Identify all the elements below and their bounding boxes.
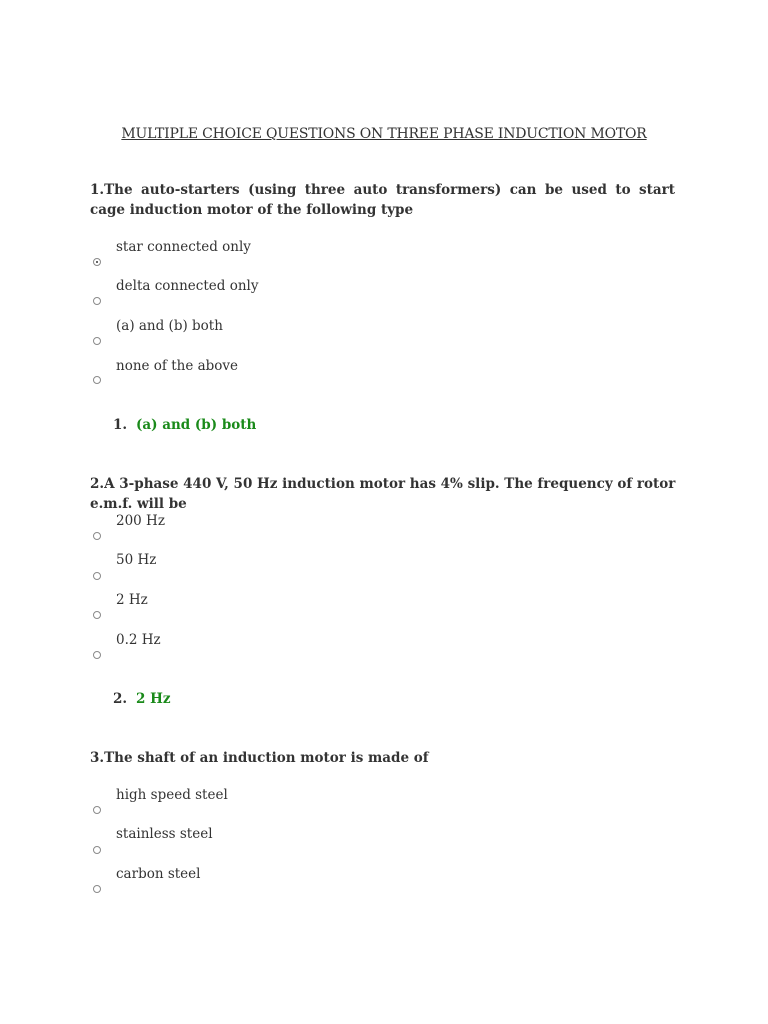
q1-option-1-label: star connected only	[116, 239, 251, 255]
q2-answer-text: 2 Hz	[136, 691, 171, 707]
q2-answer-number: 2.	[113, 691, 128, 707]
question-3-text: 3.The shaft of an induction motor is made of	[90, 750, 429, 766]
q3-option-3-radio[interactable]	[93, 885, 101, 893]
q3-option-2-radio[interactable]	[93, 846, 101, 854]
q3-option-1-label: high speed steel	[116, 787, 228, 803]
q2-option-1-radio[interactable]	[93, 532, 101, 540]
q3-option-3-label: carbon steel	[116, 866, 201, 882]
q1-answer-text: (a) and (b) both	[136, 417, 257, 433]
q3-option-2-label: stainless steel	[116, 826, 213, 842]
q1-option-1-radio[interactable]	[93, 258, 101, 266]
q2-option-2-radio[interactable]	[93, 572, 101, 580]
page-title: MULTIPLE CHOICE QUESTIONS ON THREE PHASE INDUCTION MOTOR	[121, 126, 647, 142]
q2-option-4-radio[interactable]	[93, 651, 101, 659]
q1-option-2-radio[interactable]	[93, 297, 101, 305]
q1-option-4-label: none of the above	[116, 358, 239, 374]
q2-option-3-label: 2 Hz	[116, 592, 148, 608]
question-2-text: 2.A 3-phase 440 V, 50 Hz induction motor has 4% slip. The frequency of rotor e.m.f. will be	[90, 476, 676, 512]
q2-option-2-label: 50 Hz	[116, 552, 157, 568]
q1-option-3-label: (a) and (b) both	[116, 318, 223, 334]
q3-option-1-radio[interactable]	[93, 806, 101, 814]
q2-option-4-label: 0.2 Hz	[116, 632, 161, 648]
q1-answer-number: 1.	[113, 417, 128, 433]
question-1-text: 1.The auto-starters (using three auto transformers) can be used to start cage induction motor of the following type	[90, 182, 675, 218]
q2-option-1-label: 200 Hz	[116, 513, 165, 529]
q1-option-2-label: delta connected only	[116, 278, 259, 294]
q1-option-3-radio[interactable]	[93, 337, 101, 345]
q1-option-4-radio[interactable]	[93, 376, 101, 384]
q2-option-3-radio[interactable]	[93, 611, 101, 619]
